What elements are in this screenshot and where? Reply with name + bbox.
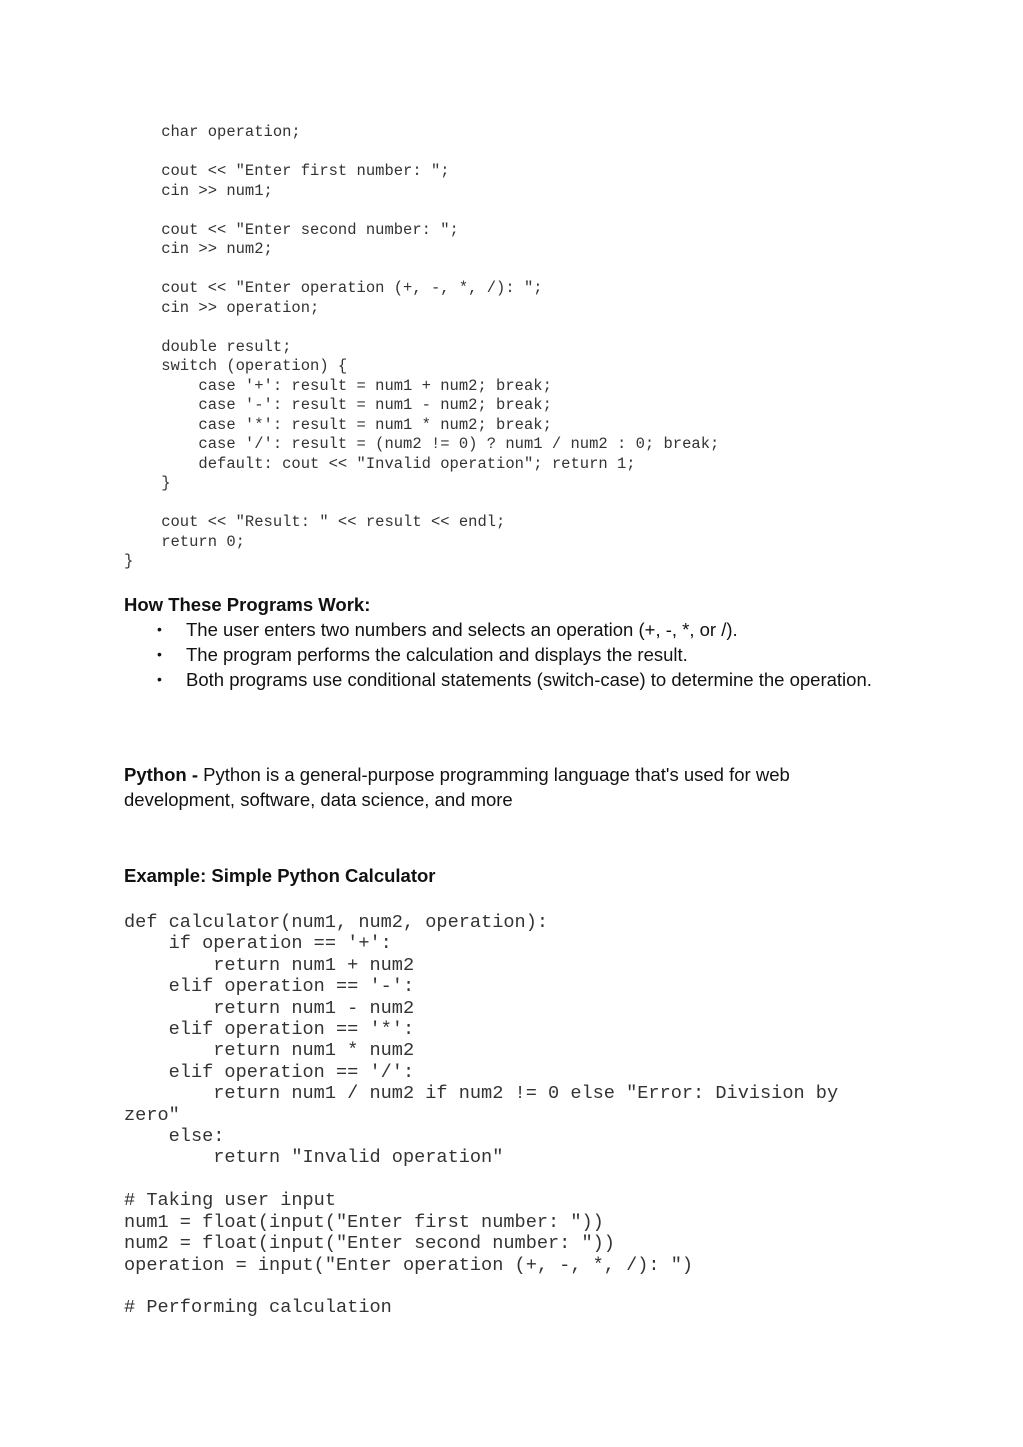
list-item	[124, 642, 884, 667]
list-item	[124, 667, 884, 692]
bullet-icon: •	[157, 671, 162, 687]
bullet-icon: •	[157, 646, 162, 662]
python-term: Python -	[124, 764, 198, 785]
list-item-text: The user enters two numbers and selects an operation (+, -, *, or /).	[186, 619, 738, 640]
python-intro-paragraph	[124, 762, 884, 812]
list-item-text: The program performs the calculation and displays the result.	[186, 644, 688, 665]
cpp-code-block: char operation; cout << "Enter first number: "; cin >> num1; cout << "Enter second number: "; cin >> num2; cout << "Enter operation (+, -, *, /): "; cin >> operation; double result; switch (operation) { case '+': result = num1 + num2; break; case '-': result = num1 - num2; break; case '*': result = num1 * num2; break; case '/': result = (num2 != 0) ? num1 / num2 : 0; break; default: cout << "Invalid operation"; return 1; } cout << "Result: " << result << endl; return 0; }	[124, 123, 720, 570]
how-programs-work-list	[124, 617, 884, 692]
python-code-block: def calculator(num1, num2, operation): if operation == '+': return num1 + num2 elif operation == '-': return num1 - num2 elif operation == '*': return num1 * num2 elif operation == '/': return num1 / num2 if num2 != 0 else "Error: Division by zero" else: return "Invalid operation" # Taking user input num1 = float(input("Enter first number: ")) num2 = float(input("Enter second number: ")) operation = input("Enter operation (+, -, *, /): ") # Performing calculation	[124, 912, 839, 1319]
python-description: Python is a general-purpose programming language that's used for web development, software, data science, and more	[124, 764, 790, 810]
bullet-icon: •	[157, 621, 162, 637]
example-heading: Example: Simple Python Calculator	[124, 865, 436, 886]
how-programs-work-heading: How These Programs Work:	[124, 594, 371, 615]
list-item-text: Both programs use conditional statements (switch-case) to determine the operation.	[186, 669, 872, 690]
list-item	[124, 617, 884, 642]
